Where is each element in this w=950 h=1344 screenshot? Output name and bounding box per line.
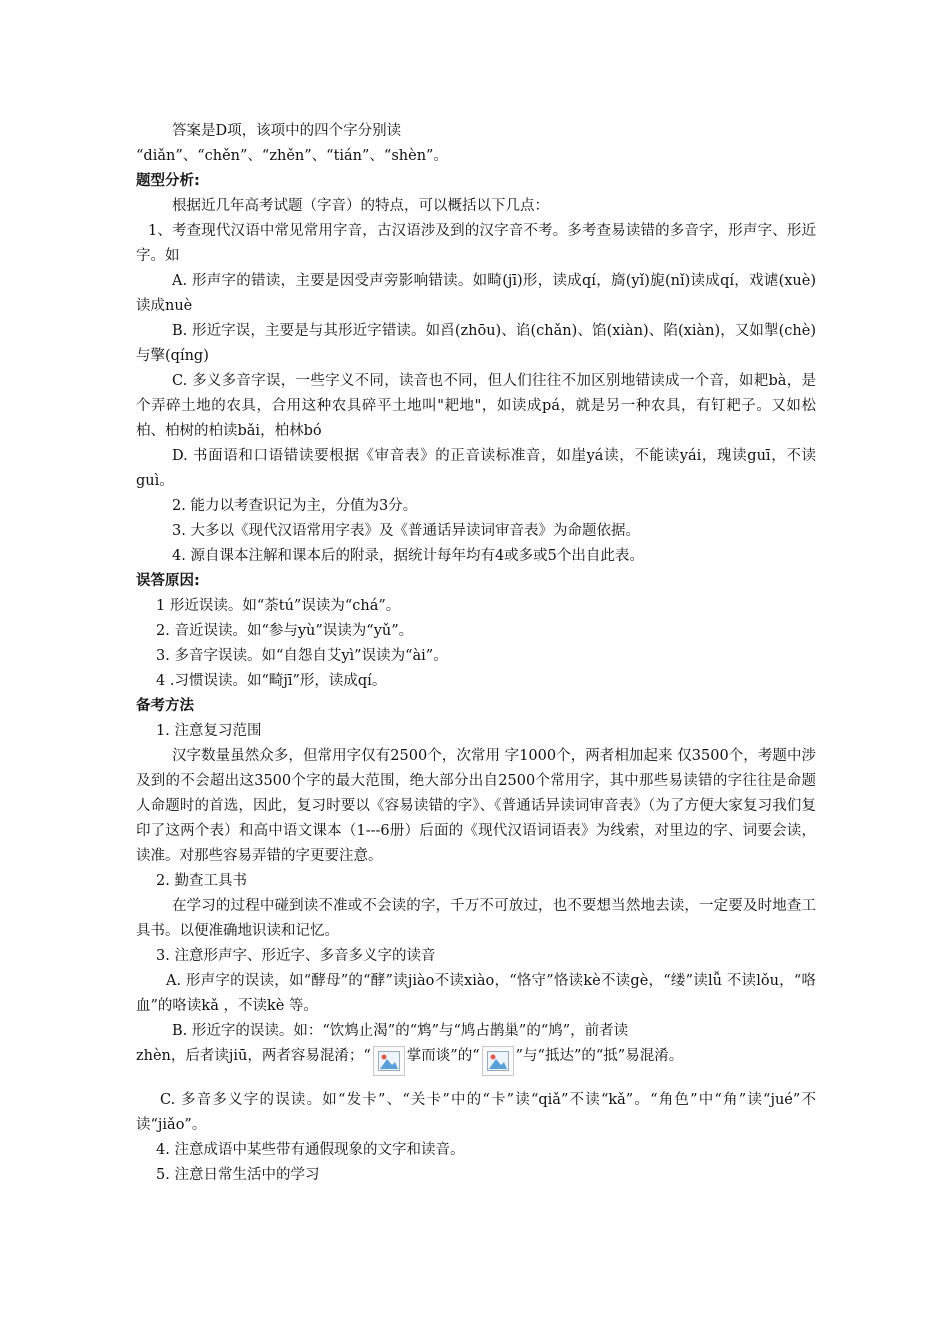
broken-image-icon — [373, 1046, 405, 1076]
method-1-body: 汉字数量虽然众多，但常用字仅有2500个，次常用 字1000个，两者相加起来 仅3500个，考题中涉及到的不会超出这3500个字的最大范围，绝大部分出自2500个常用字，其中那些易读错的字往往是命题人命题时的首选，因此，复习时要以《容易读错的字》、《普通话异读词审音表》（为了方便大家复习我们复印了这两个表）和高中语文课本（1---6册）后面的《现代汉语词语表》为线索，对里边的字、词要会读，读准。对那些容易弄错的字更要注意。 — [136, 748, 816, 864]
method-2-body: 在学习的过程中碰到读不准或不会读的字，千万不可放过，也不要想当然地去读，一定要及时地查工具书。以便准确地识读和记忆。 — [136, 898, 816, 939]
point-c: C. 多义多音字误，一些字义不同，读音也不同，但人们往往不加区别地错读成一个音，如耙bà，是个弄碎土地的农具，合用这种农具碎平土地叫"耙地"，如读成pá，就是另一种农具，有钉耙子。又如松柏、柏树的柏读bǎi，柏林bó — [136, 373, 816, 439]
document-body — [136, 119, 816, 1188]
error-2: 2. 音近误读。如“参与yù”误读为“yǔ”。 — [156, 623, 414, 639]
method-4: 4. 注意成语中某些带有通假现象的文字和读音。 — [156, 1142, 465, 1158]
error-1: 1 形近误读。如“荼tú”误读为“chá”。 — [156, 598, 401, 614]
point-d: D. 书面语和口语错读要根据《审音表》的正音读标准音，如崖yá读，不能读yái，瑰读guī，不读guì。 — [136, 448, 816, 489]
method-3-b-line-1: B. 形近字的误读。如：“饮鸩止渴”的“鸩”与“鸠占鹊巢”的“鸠”，前者读 — [172, 1023, 629, 1039]
error-3: 3. 多音字误读。如“自怨自艾yì”误读为“ài”。 — [156, 648, 448, 664]
method-3-b-line-2 — [136, 1044, 816, 1076]
method-3-c: C. 多音多义字的误读。如“发卡”、“关卡”中的“卡”读“qiǎ”不读“kǎ”。“角色”中“角”读“jué”不读“jiǎo”。 — [136, 1092, 816, 1133]
heading-methods: 备考方法 — [136, 698, 194, 714]
method-3-b-text-a: zhèn，后者读jiū，两者容易混淆；“ — [136, 1048, 371, 1064]
answer-line-1: 答案是D项，该项中的四个字分别读 — [172, 123, 402, 139]
heading-analysis: 题型分析: — [136, 173, 200, 189]
error-4: 4 .习惯误读。如“畸jī”形，读成qí。 — [156, 673, 387, 689]
method-2: 2. 勤查工具书 — [156, 873, 247, 889]
method-3-b-text-c: ”与“抵达”的“抵”易混淆。 — [515, 1048, 684, 1064]
heading-errors: 误答原因: — [136, 573, 200, 589]
method-3-a: A. 形声字的误读，如“酵母”的“酵”读jiào不读xiào，“恪守”恪读kè不读gè，“缕”读lǚ 不读lǒu，“咯血”的咯读kǎ ，不读kè 等。 — [136, 973, 816, 1014]
answer-line-2: “diǎn”、“chěn”、“zhěn”、“tián”、“shèn”。 — [136, 148, 448, 164]
point-3: 3. 大多以《现代汉语常用字表》及《普通话异读词审音表》为命题依据。 — [172, 523, 640, 539]
spacer — [136, 1076, 816, 1088]
method-3: 3. 注意形声字、形近字、多音多义字的读音 — [156, 948, 436, 964]
point-a: A. 形声字的错读，主要是因受声旁影响错读。如畸(jī)形，读成qí，旖(yǐ)旎(nǐ)读成qí，戏谑(xuè)读成nuè — [136, 273, 816, 314]
point-2: 2. 能力以考查识记为主，分值为3分。 — [172, 498, 418, 514]
broken-image-icon — [482, 1046, 514, 1076]
intro-paragraph: 根据近几年高考试题（字音）的特点，可以概括以下几点： — [172, 198, 549, 214]
point-4: 4. 源自课本注解和课本后的附录，据统计每年均有4或多或5个出自此表。 — [172, 548, 644, 564]
point-b: B. 形近字误，主要是与其形近字错读。如舀(zhōu)、谄(chǎn)、馅(xiàn)、陷(xiàn)，又如掣(chè)与擎(qíng) — [136, 323, 816, 364]
point-1: 1、考查现代汉语中常见常用字音，古汉语涉及到的汉字音不考。多考查易读错的多音字，形声字、形近字。如 — [136, 223, 816, 264]
method-3-b-text-b: 掌而谈”的“ — [406, 1048, 480, 1064]
method-1: 1. 注意复习范围 — [156, 723, 262, 739]
method-5: 5. 注意日常生活中的学习 — [156, 1167, 320, 1183]
